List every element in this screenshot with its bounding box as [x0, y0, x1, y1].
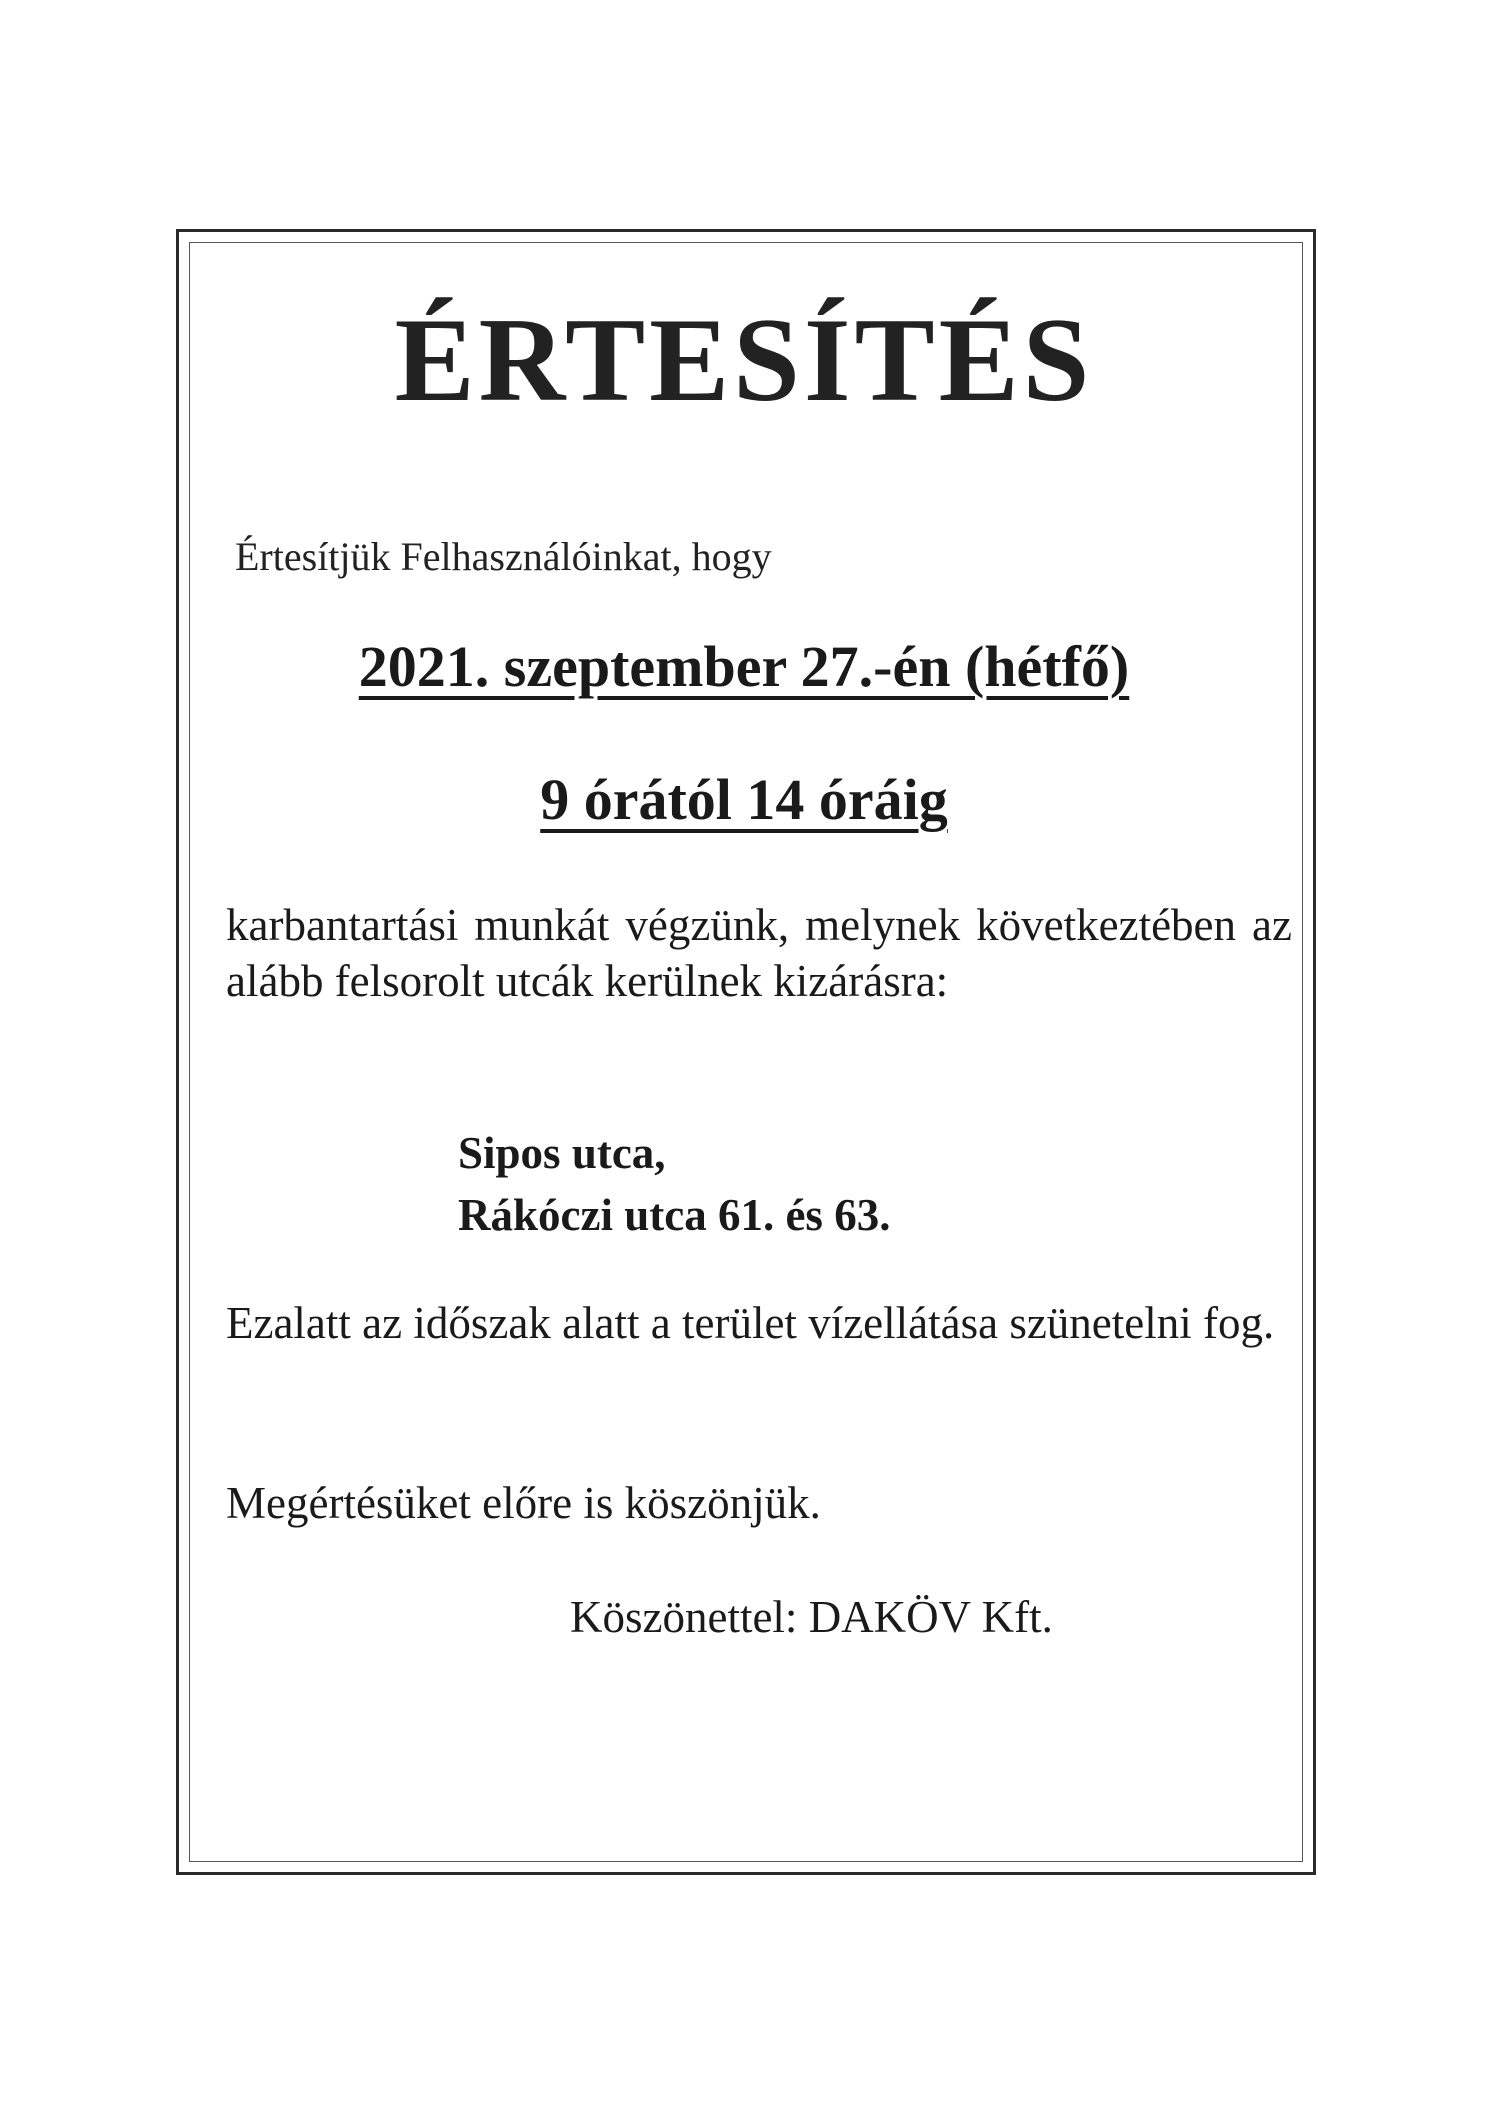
paragraph-work: karbantartási munkát végzünk, melynek következtében az alább felsorolt utcák kerülnek kizárásra:	[226, 900, 1292, 1006]
notice-date-line	[0, 632, 1488, 702]
notice-date: 2021. szeptember 27.-én (hétfő)	[358, 634, 1130, 699]
paragraph-water: Ezalatt az időszak alatt a terület vízellátása szünetelni fog.	[226, 1298, 1275, 1348]
signature: Köszönettel: DAKÖV Kft.	[570, 1592, 1053, 1642]
notice-time: 9 órától 14 óráig	[540, 767, 948, 832]
notice-time-line	[0, 765, 1488, 835]
street-item: Sipos utca,	[458, 1128, 666, 1178]
notice-title: ÉRTESÍTÉS	[394, 293, 1094, 426]
paragraph-thanks: Megértésüket előre is köszönjük.	[226, 1478, 821, 1528]
street-item: Rákóczi utca 61. és 63.	[458, 1190, 891, 1240]
street-list	[458, 1122, 890, 1246]
notice-intro: Értesítjük Felhasználóinkat, hogy	[235, 534, 772, 579]
